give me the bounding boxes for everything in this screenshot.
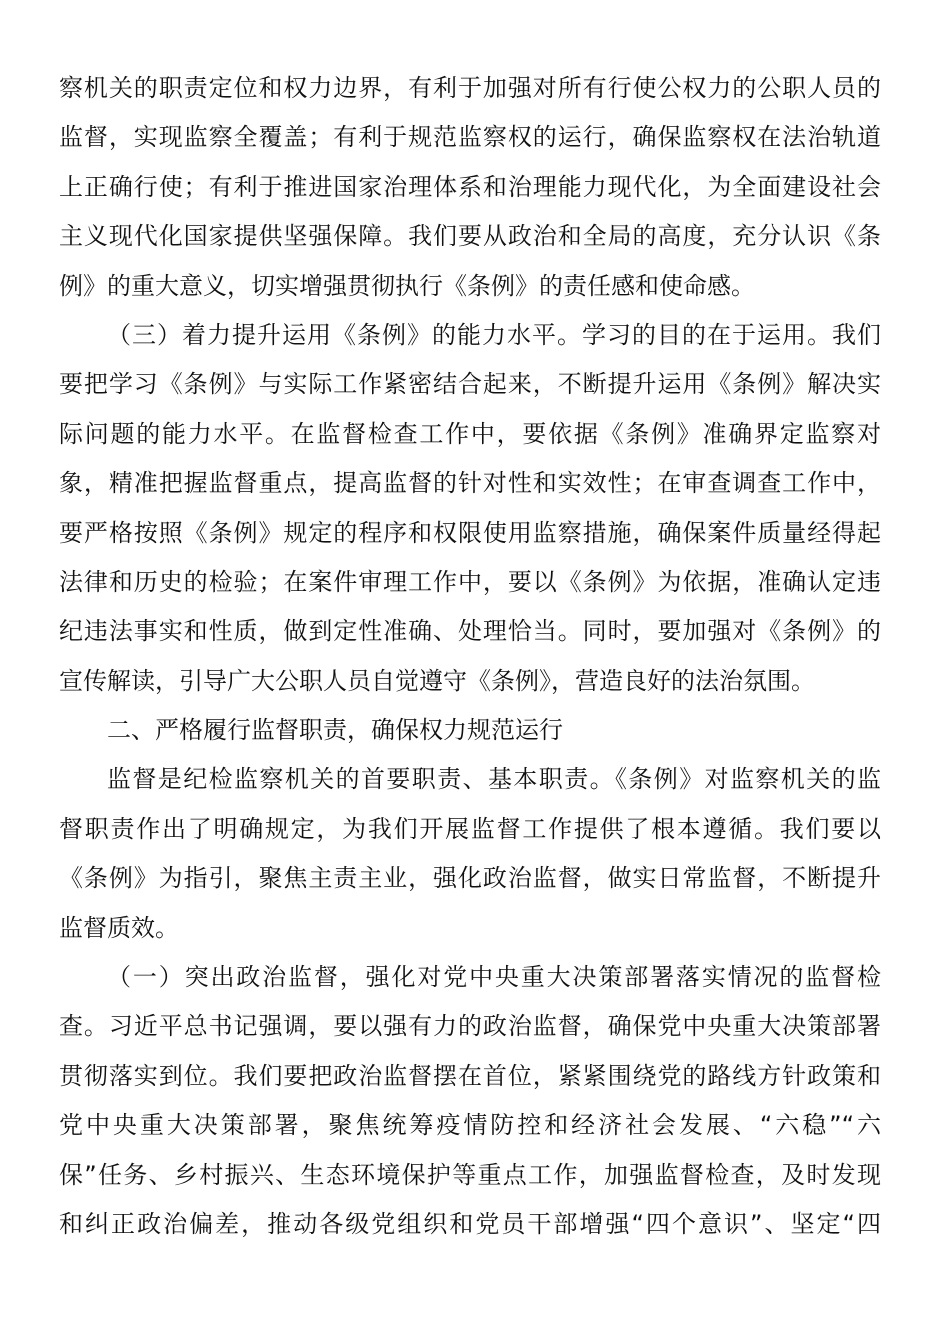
text-line: 际问题的能力水平。在监督检查工作中，要依据《条例》准确界定监察对 [59,419,881,448]
subsection-heading-line: （三）着力提升运用《条例》的能力水平。学习的目的在于运用。我们 [107,320,881,349]
text-line: 贯彻落实到位。我们要把政治监督摆在首位，紧紧围绕党的路线方针政策和 [59,1061,881,1090]
text-line: 查。习近平总书记强调，要以强有力的政治监督，确保党中央重大决策部署 [59,1012,881,1041]
text-line: 监督质效。 [59,913,179,942]
text-line: 宣传解读，引导广大公职人员自觉遵守《条例》，营造良好的法治氛围。 [59,666,815,695]
text-line: 例》的重大意义，切实增强贯彻执行《条例》的责任感和使命感。 [59,271,755,300]
text-line: 监督，实现监察全覆盖；有利于规范监察权的运行，确保监察权在法治轨道 [59,123,881,152]
text-line: 法律和历史的检验；在案件审理工作中，要以《条例》为依据，准确认定违 [59,567,881,596]
text-line: 保”任务、乡村振兴、生态环境保护等重点工作，加强监督检查，及时发现 [59,1160,881,1189]
text-line: 要把学习《条例》与实际工作紧密结合起来，不断提升运用《条例》解决实 [59,370,881,399]
text-line: 监督是纪检监察机关的首要职责、基本职责。《条例》对监察机关的监 [107,765,881,794]
text-line: 主义现代化国家提供坚强保障。我们要从政治和全局的高度，充分认识《条 [59,222,881,251]
text-line: 督职责作出了明确规定，为我们开展监督工作提供了根本遵循。我们要以 [59,814,881,843]
subsection-heading-line: （一）突出政治监督，强化对党中央重大决策部署落实情况的监督检 [107,963,881,992]
section-heading: 二、严格履行监督职责，确保权力规范运行 [107,716,563,745]
text-line: 察机关的职责定位和权力边界，有利于加强对所有行使公权力的公职人员的 [59,74,881,102]
document-body [59,64,881,1249]
text-line: 纪违法事实和性质，做到定性准确、处理恰当。同时，要加强对《条例》的 [59,617,881,646]
text-line: 象，精准把握监督重点，提高监督的针对性和实效性；在审查调查工作中， [59,469,881,498]
text-line: 上正确行使；有利于推进国家治理体系和治理能力现代化，为全面建设社会 [59,172,881,201]
text-line: 和纠正政治偏差，推动各级党组织和党员干部增强“四个意识”、坚定“四 [59,1209,881,1238]
text-line: 《条例》为指引，聚焦主责主业，强化政治监督，做实日常监督，不断提升 [59,864,881,893]
text-line: 党中央重大决策部署，聚焦统筹疫情防控和经济社会发展、“六稳”“六 [59,1111,881,1140]
text-line: 要严格按照《条例》规定的程序和权限使用监察措施，确保案件质量经得起 [59,518,881,547]
